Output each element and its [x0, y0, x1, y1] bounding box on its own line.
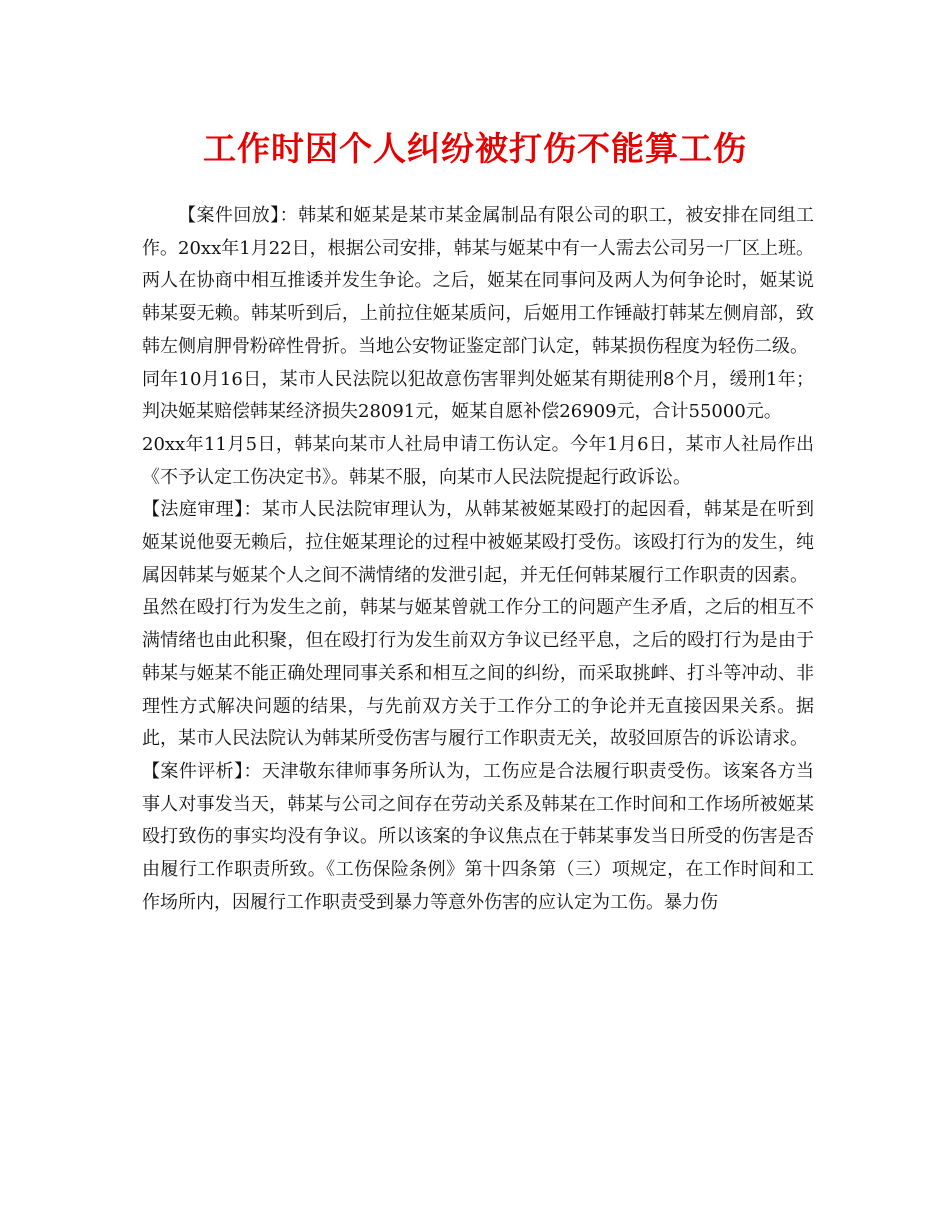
paragraph-case-review: 【案件回放】：韩某和姬某是某市某金属制品有限公司的职工，被安排在同组工作。20xx年1月22日，根据公司安排，韩某与姬某中有一人需去公司另一厂区上班。两人在协商中相互推诿并发生争论。之后，姬某在同事问及两人为何争论时，姬某说韩某耍无赖。韩某听到后，上前拉住姬某质问，后姬用工作锤敲打韩某左侧肩部，致韩左侧肩胛骨粉碎性骨折。当地公安物证鉴定部门认定，韩某损伤程度为轻伤二级。 — [142, 205, 814, 357]
paragraph-court-hearing: 【法庭审理】：某市人民法院审理认为，从韩某被姬某殴打的起因看，韩某是在听到姬某说他耍无赖后，拉住姬某理论的过程中被姬某殴打受伤。该殴打行为的发生，纯属因韩某与姬某个人之间不满情绪的发泄引起，并无任何韩某履行工作职责的因素。 — [142, 499, 814, 586]
paragraph-injury-application: 20xx年11月5日，韩某向某市人社局申请工伤认定。今年1月6日，某市人社局作出《不予认定工伤决定书》。韩某不服，向某市人民法院提起行政诉讼。 — [142, 433, 814, 488]
document-body — [142, 200, 814, 919]
paragraph-case-analysis: 【案件评析】：天津敬东律师事务所认为，工伤应是合法履行职责受伤。该案各方当事人对事发当天，韩某与公司之间存在劳动关系及韩某在工作时间和工作场所被姬某殴打致伤的事实均没有争议。所以该案的争议焦点在于韩某事发当日所受的伤害是否由履行工作职责所致。《工伤保险条例》第十四条第（三）项规定，在工作时间和工作场所内，因履行工作职责受到暴力等意外伤害的应认定为工伤。暴力伤 — [142, 760, 814, 913]
document-title: 工作时因个人纠纷被打伤不能算工伤 — [203, 129, 747, 168]
paragraph-court-reasoning: 虽然在殴打行为发生之前，韩某与姬某曾就工作分工的问题产生矛盾，之后的相互不满情绪也由此积聚，但在殴打行为发生前双方争议已经平息，之后的殴打行为是由于韩某与姬某不能正确处理同事关系和相互之间的纠纷，而采取挑衅、打斗等冲动、非理性方式解决问题的结果，与先前双方关于工作分工的争论并无直接因果关系。据此，某市人民法院认为韩某所受伤害与履行工作职责无关，故驳回原告的诉讼请求。 — [142, 597, 814, 750]
paragraph-criminal-judgment: 同年10月16日，某市人民法院以犯故意伤害罪判处姬某有期徒刑8个月，缓刑1年；判决姬某赔偿韩某经济损失28091元，姬某自愿补偿26909元，合计55000元。 — [142, 368, 814, 423]
